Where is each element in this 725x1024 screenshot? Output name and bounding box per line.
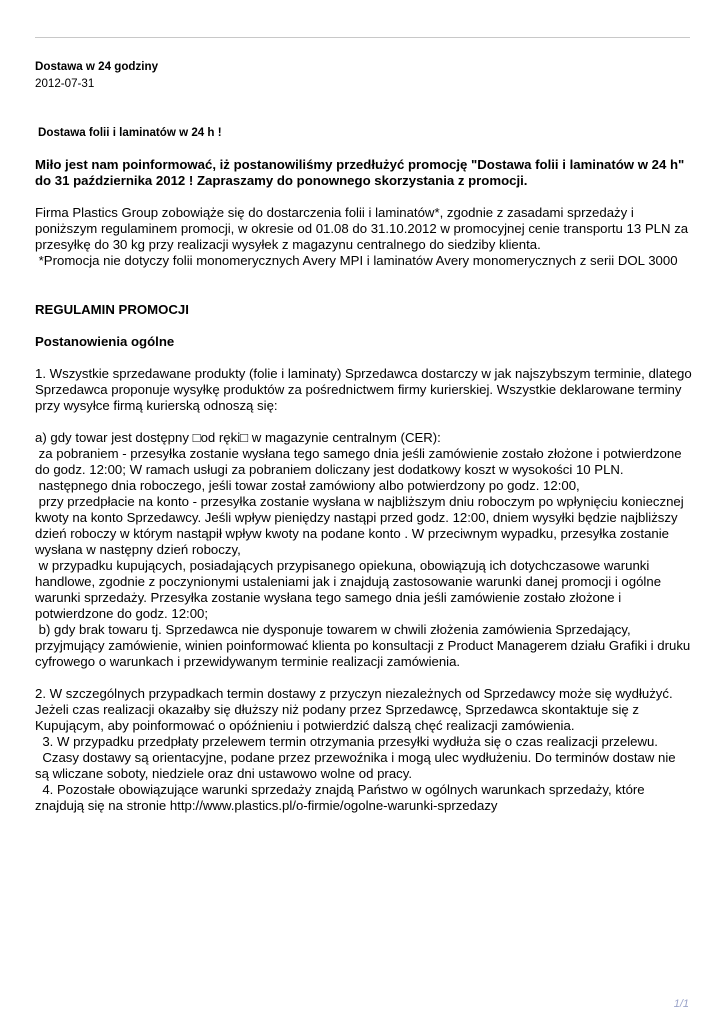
lead-paragraph: Miło jest nam poinformować, iż postanowiliśmy przedłużyć promocję "Dostawa folii i laminatów w 24 h" do 31 października 2012 ! Zapraszamy do ponownego skorzystania z promocji. [35, 157, 685, 188]
point-a: a) gdy towar jest dostępny □od ręki□ w magazynie centralnym (CER): [35, 430, 441, 445]
point-3-delivery-times: Czasy dostawy są orientacyjne, podane przez przewoźnika i mogą ulec wydłużeniu. Do terminów dostaw nie są wliczane soboty, niedziele oraz dni ustawowo wolne od pracy. [35, 750, 680, 781]
point-a-prepayment: przy przedpłacie na konto - przesyłka zostanie wysłana w najbliższym dniu roboczym po wpłynięciu koniecznej kwoty na konto Sprzedawcy. Jeśli wpływ pieniędzy nastąpi przed godz. 12:00, dniem wysyłki będzie najbliższy dzień roboczy w którym nastąpił wpływ kwoty na podane konto . W przeciwnym wypadku, przesyłka zostanie wysłana w następny dzień roboczy, [35, 494, 688, 557]
intro-paragraph: Firma Plastics Group zobowiąże się do dostarczenia folii i laminatów*, zgodnie z zasadami sprzedaży i poniższym regulaminem promocji, w okresie od 01.08 do 31.10.2012 w promocyjnej cenie transportu 13 PLN za przesyłkę do 30 kg przy realizacji wysyłek z magazynu centralnego do siedziby klienta. [35, 205, 689, 252]
point-2: 2. W szczególnych przypadkach termin dostawy z przyczyn niezależnych od Sprzedawcy może się wydłużyć. Jeżeli czas realizacji okazałby się dłuższy niż podany przez Sprzedawcę, Sprzedawca skontaktuje się z Kupującym, aby poinformować o opóźnieniu i potwierdzić dalszą chęć realizacji zamówienia. [35, 686, 673, 733]
point-3: 3. W przypadku przedpłaty przelewem termin otrzymania przesyłki wydłuża się o czas realizacji przelewu. [35, 734, 658, 749]
general-provisions-heading: Postanowienia ogólne [35, 334, 175, 349]
regulamin-heading: REGULAMIN PROMOCJI [35, 302, 189, 317]
document-date: 2012-07-31 [35, 77, 95, 90]
point-a-account-manager: w przypadku kupujących, posiadających przypisanego opiekuna, obowiązują ich dotychczasowe warunki handlowe, zgodnie z poczynionymi ustaleniami jak i znajdują zastosowanie warunki danej promocji i ogólne warunki sprzedaży. Przesyłka zostanie wysłana tego samego dnia jeśli zamówienie zostało złożone i potwierdzone do godz. 12:00; [35, 558, 665, 621]
document-body [35, 60, 693, 814]
page-number: 1/1 [673, 998, 689, 1010]
footnote-paragraph: *Promocja nie dotyczy folii monomerycznych Avery MPI i laminatów Avery monomerycznych z serii DOL 3000 [35, 253, 678, 268]
point-b: b) gdy brak towaru tj. Sprzedawca nie dysponuje towarem w chwili złożenia zamówienia Sprzedający, przyjmujący zamówienie, winien poinformować klienta po konsultacji z Product Managerem działu Grafiki i druku cyfrowego o warunkach i przewidywanym terminie realizacji zamówienia. [35, 622, 694, 669]
point-4: 4. Pozostałe obowiązujące warunki sprzedaży znajdą Państwo w ogólnych warunkach sprzedaży, które znajdują się na stronie http://www.plastics.pl/o-firmie/ogolne-warunki-sprzedazy [35, 782, 649, 813]
document-subtitle: Dostawa folii i laminatów w 24 h ! [38, 126, 222, 139]
point-a-next-day: następnego dnia roboczego, jeśli towar został zamówiony albo potwierdzony po godz. 12:00, [35, 478, 580, 493]
point-a-cod: za pobraniem - przesyłka zostanie wysłana tego samego dnia jeśli zamówienie zostało złożone i potwierdzone do godz. 12:00; W ramach usługi za pobraniem doliczany jest dodatkowy koszt w wysokości 10 PLN. [35, 446, 686, 477]
point-1: 1. Wszystkie sprzedawane produkty (folie i laminaty) Sprzedawca dostarczy w jak najszybszym terminie, dlatego Sprzedawca proponuje wysyłkę produktów za pośrednictwem firmy kurierskiej. Wszystkie deklarowane terminy przy wysyłce firmą kurierską odnoszą się: [35, 366, 692, 413]
document-title: Dostawa w 24 godziny [35, 60, 159, 73]
top-divider [35, 37, 690, 38]
